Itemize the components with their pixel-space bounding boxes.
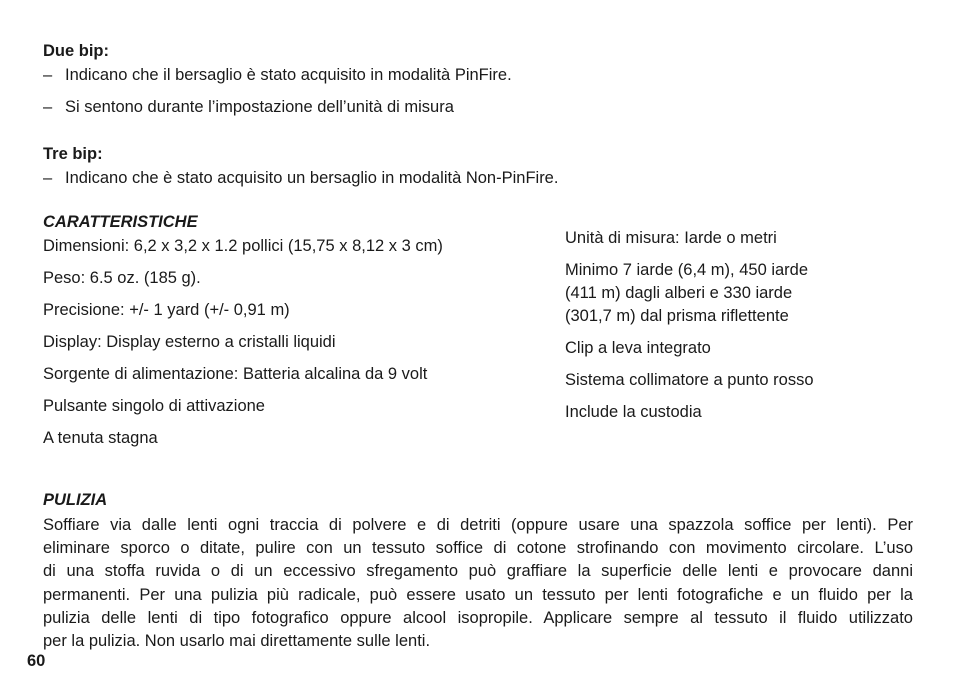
spec-waterproof: A tenuta stagna bbox=[43, 429, 158, 447]
dash-symbol: – bbox=[43, 66, 53, 84]
spec-units: Unità di misura: Iarde o metri bbox=[565, 229, 777, 247]
spec-clip: Clip a leva integrato bbox=[565, 339, 711, 357]
due-bip-item: – Si sentono durante l’impostazione dell’unità di misura bbox=[43, 98, 454, 116]
spec-case: Include la custodia bbox=[565, 403, 702, 421]
due-bip-item: – Indicano che il bersaglio è stato acquisito in modalità PinFire. bbox=[43, 66, 512, 84]
spec-range-line: (411 m) dagli alberi e 330 iarde bbox=[565, 284, 793, 302]
spec-range-line: Minimo 7 iarde (6,4 m), 450 iarde bbox=[565, 261, 809, 279]
spec-weight: Peso: 6.5 oz. (185 g). bbox=[43, 269, 201, 287]
spec-range-line: (301,7 m) dal prisma riflettente bbox=[565, 307, 789, 325]
page-number: 60 bbox=[27, 652, 46, 670]
spec-dimensions: Dimensioni: 6,2 x 3,2 x 1.2 pollici (15,75 x 8,12 x 3 cm) bbox=[43, 237, 443, 255]
pulizia-paragraph bbox=[43, 514, 913, 653]
dash-symbol: – bbox=[43, 169, 53, 187]
tre-bip-title: Tre bip: bbox=[43, 145, 103, 163]
pulizia-heading: PULIZIA bbox=[43, 491, 108, 509]
manual-page bbox=[43, 0, 913, 694]
caratteristiche-heading: CARATTERISTICHE bbox=[43, 213, 198, 231]
spec-power: Sorgente di alimentazione: Batteria alcalina da 9 volt bbox=[43, 365, 428, 383]
paragraph-line: di una stoffa ruvida o di un eccessivo sfregamento può graffiare la superficie delle lenti e provocare danni bbox=[43, 562, 913, 581]
due-bip-title: Due bip: bbox=[43, 42, 109, 60]
paragraph-line: per la pulizia. Non usarlo mai direttamente sulle lenti. bbox=[43, 632, 431, 651]
spec-precision: Precisione: +/- 1 yard (+/- 0,91 m) bbox=[43, 301, 290, 319]
tre-bip-item: – Indicano che è stato acquisito un bersaglio in modalità Non-PinFire. bbox=[43, 169, 559, 187]
paragraph-line: Soffiare via dalle lenti ogni traccia di polvere e di detriti (oppure usare una spazzola soffice per lenti). Per bbox=[43, 516, 913, 534]
spec-button: Pulsante singolo di attivazione bbox=[43, 397, 265, 415]
paragraph-line: eliminare sporco o ditate, pulire con un tessuto soffice di cotone strofinando con movimento circolare. L’uso bbox=[43, 539, 913, 558]
paragraph-line: pulizia delle lenti di tipo fotografico oppure alcool isopropile. Applicare sempre al tessuto il fluido utilizzato bbox=[43, 608, 913, 627]
paragraph-line: permanenti. Per una pulizia più radicale, può essere usato un tessuto per lenti fotografiche e un fluido per la bbox=[43, 585, 913, 604]
dash-symbol: – bbox=[43, 98, 53, 116]
spec-display: Display: Display esterno a cristalli liquidi bbox=[43, 333, 336, 351]
spec-collimator: Sistema collimatore a punto rosso bbox=[565, 371, 814, 389]
